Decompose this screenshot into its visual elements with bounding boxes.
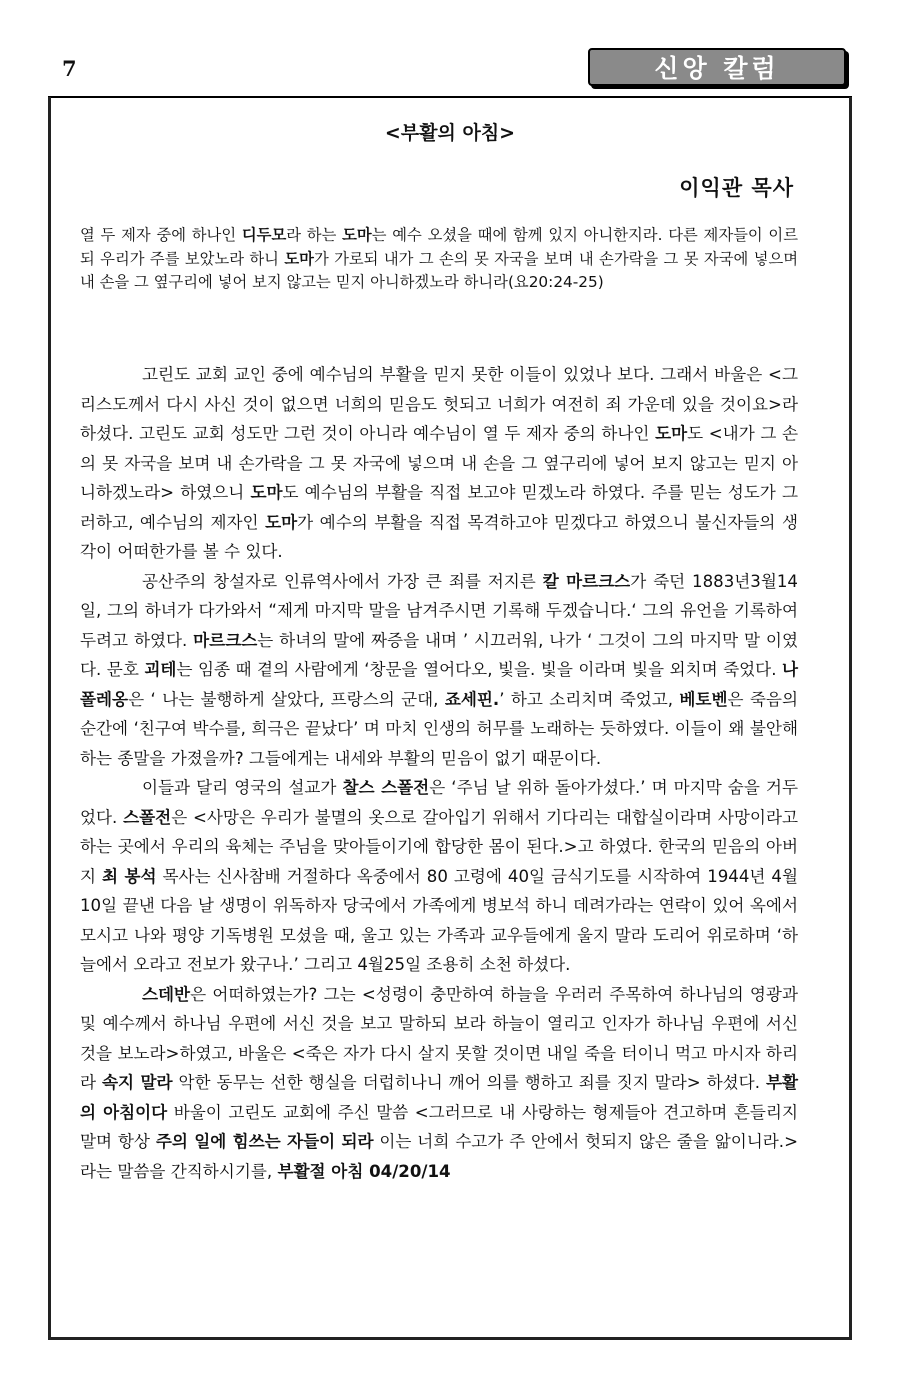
paragraph-emphasis: 찰스 스폴전 [342, 778, 430, 797]
scripture-text: 열 두 제자 중에 하나인 [80, 226, 242, 244]
scripture-emphasis: 도마 [342, 226, 372, 244]
page-number: 7 [62, 56, 77, 81]
paragraph-text: 악한 동무는 선한 행실을 더럽히나니 깨어 의를 행하고 죄를 짓지 말라> 하셨다. [172, 1073, 766, 1092]
paragraph-emphasis: 도마 [250, 483, 283, 502]
paragraph-text: 은 어떠하였는가? 그는 <성령이 충만하여 하늘을 우러러 주목하여 하나님의 영광과 및 예수께서 하나님 우편에 서신 것을 보고 말하되 보라 하늘이 열리고 인자가 하나님 우편에 서신 것을 보노라>하였고, 바울은 <죽은 자가 다시 살지 못할 것이면 내일 죽을 터이니 먹고 마시자 하리라 [80, 984, 798, 1092]
paragraph-emphasis: 도마 [265, 512, 298, 532]
paragraph-text: 는 임종 때 곁의 사람에게 ‘창문을 열어다오, 빛을. 빛을 이라며 빛을 외치며 죽었다. [176, 660, 782, 679]
paragraph-text: 가 예수의 부활을 직접 목격하고야 믿겠다고 하였으니 불신자들의 생각이 어떠한가를 볼 수 있다. [80, 512, 798, 561]
paragraph-text: 바울이 고린도 교회에 주신 말씀 <그러므로 내 사랑하는 형제들아 견고하며 흔들리지 말며 항상 [80, 1102, 798, 1151]
paragraph-text: 이들과 달리 영국의 설교가 [142, 778, 343, 797]
scripture-emphasis: 디두모 [241, 226, 287, 244]
article-body [80, 360, 798, 1186]
paragraph-text: 도 예수님의 부활을 직접 보고야 믿겠노라 하였다. 주를 믿는 성도가 그러하고, 예수님의 제자인 [80, 483, 798, 532]
paragraph-text: 은 ‘주님 날 위하 돌아가셨다.’ 며 마지막 숨을 거두었다. [80, 778, 798, 827]
paragraph-emphasis: 죠세핀. [444, 689, 500, 709]
paragraph-text: 은 <사망은 우리가 불멸의 옷으로 갈아입기 위해서 기다리는 대합실이라며 사망이라고 하는 곳에서 우리의 육체는 주님을 맞아들이기에 합당한 몸이 된다.>고 하였다. 한국의 믿음의 아버지 [80, 807, 798, 886]
body-paragraph-2 [80, 567, 798, 774]
paragraph-emphasis: 주의 일에 힘쓰는 자들이 되라 [155, 1132, 374, 1151]
paragraph-emphasis: 최 봉석 [102, 866, 157, 886]
section-header-tab: 신앙 칼럼 [588, 48, 846, 86]
article-title: <부활의 아침> [384, 122, 516, 144]
paragraph-text: 목사는 신사참배 거절하다 옥중에서 80 고령에 40일 금식기도를 시작하여 1944년 4월10일 끝낸 다음 날 생명이 위독하자 당국에서 가족에게 병보석 하니 데려가라는 연락이 있어 옥에서 모시고 나와 평양 기독병원 모셨을 때, 울고 있는 가족과 교우들에게 울지 말라 도리어 위로하며 ‘하늘에서 오라고 전보가 왔구나.’ 그리고 4월25일 조용히 소천 하셨다. [80, 866, 798, 974]
paragraph-text: 은 ‘ 나는 불행하게 살았다, 프랑스의 군대, [128, 689, 445, 709]
paragraph-emphasis: 괴테 [144, 660, 177, 679]
scripture-quote [80, 224, 798, 295]
paragraph-emphasis: 스데반 [142, 984, 191, 1004]
paragraph-text: 는 하녀의 말에 짜증을 내며 ’ 시끄러워, 나가 ‘ 그것이 그의 마지막 말 이였다. 문호 [80, 630, 798, 679]
paragraph-emphasis: 나폴레옹 [80, 660, 798, 709]
paragraph-text: 공산주의 창설자로 인류역사에서 가장 큰 죄를 저지른 [142, 571, 543, 591]
paragraph-emphasis: 도마 [655, 424, 688, 443]
scripture-text: 는 예수 오셨을 때에 함께 있지 아니한지라. 다른 제자들이 이르되 우리가 주를 보았노라 하니 [80, 226, 798, 268]
paragraph-text: 이는 너희 수고가 주 안에서 헛되지 않은 줄을 앎이니라.> 라는 말씀을 간직하시기를, [80, 1132, 798, 1181]
paragraph-emphasis: 속지 말라 [101, 1073, 173, 1092]
paragraph-text: ’ 하고 소리치며 죽었고, [499, 689, 680, 709]
paragraph-emphasis: 칼 마르크스 [542, 571, 631, 591]
scripture-text: 라 하는 [286, 226, 343, 244]
paragraph-emphasis: 마르크스 [193, 630, 258, 650]
paragraph-emphasis: 스폴전 [123, 807, 172, 827]
paragraph-text: 가 죽던 1883년3월14일, 그의 하녀가 다가와서 “제게 마지막 말을 남겨주시면 기록해 두겠습니다.‘ 그의 유언을 기록하여 두려고 하였다. [80, 571, 798, 650]
body-paragraph-3 [80, 773, 798, 980]
paragraph-text: 도 <내가 그 손의 못 자국을 보며 내 손가락을 그 못 자국에 넣으며 내 손을 그 옆구리에 넣어 보지 않고는 믿지 아니하겠노라> 하였으니 [80, 424, 798, 502]
scripture-emphasis: 도마 [284, 249, 314, 268]
scripture-text: 가 가로되 내가 그 손의 못 자국을 보며 내 손가락을 그 못 자국에 넣으며 내 손을 그 옆구리에 넣어 보지 않고는 믿지 아니하겠노라 하니라(요20:24-25) [80, 249, 798, 292]
paragraph-text: 고린도 교회 교인 중에 예수님의 부활을 믿지 못한 이들이 있었나 보다. 그래서 바울은 <그리스도께서 다시 사신 것이 없으면 너희의 믿음도 헛되고 너희가 여전히 죄 가운데 있을 것이요>라 하셨다. 고린도 교회 성도만 그런 것이 아니라 예수님이 열 두 제자 중의 하나인 [80, 365, 798, 443]
article-author: 이익관 목사 [679, 176, 794, 200]
body-paragraph-4 [80, 980, 798, 1187]
paragraph-emphasis: 베토벤 [679, 689, 728, 709]
paragraph-emphasis: 부활절 아침 04/20/14 [277, 1161, 451, 1181]
paragraph-emphasis: 부활의 아침이다 [80, 1073, 798, 1122]
body-paragraph-1 [80, 360, 798, 567]
paragraph-text: 은 죽음의 순간에 ‘친구여 박수를, 희극은 끝났다’ 며 마치 인생의 허무를 노래하는 듯하였다. 이들이 왜 불안해하는 종말을 가졌을까? 그들에게는 내세와 부활의 믿음이 없기 때문이다. [80, 689, 798, 768]
